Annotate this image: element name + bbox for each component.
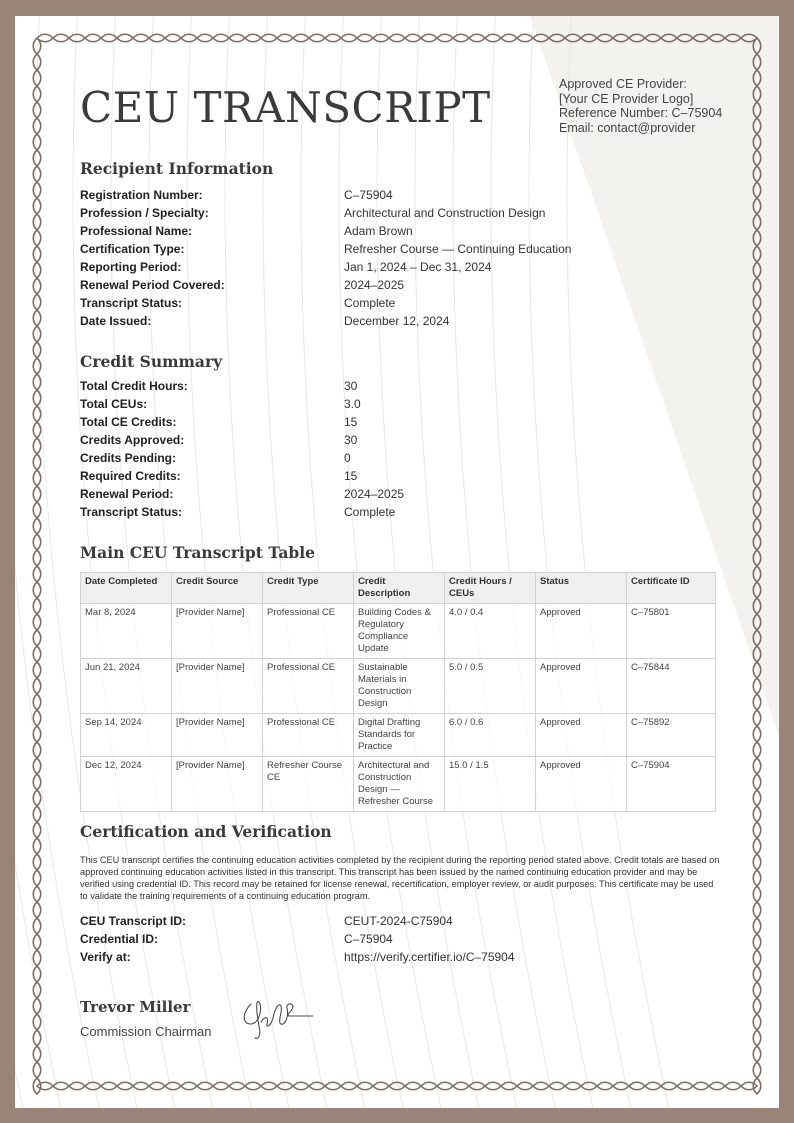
table-cell: 6.0 / 0.6 (445, 714, 536, 757)
table-cell: Professional CE (263, 714, 354, 757)
table-cell: 15.0 / 1.5 (445, 757, 536, 812)
column-header: Certificate ID (627, 573, 716, 604)
verify-link[interactable]: https://verify.certifier.io/C–75904 (344, 950, 515, 964)
info-row (80, 294, 720, 312)
table-cell: Refresher Course CE (263, 757, 354, 812)
column-header: Credit Type (263, 573, 354, 604)
table-cell: [Provider Name] (172, 604, 263, 659)
summary-label: Transcript Status: (80, 505, 183, 519)
credit-summary-list (80, 377, 720, 521)
summary-row (80, 485, 720, 503)
signatory-name: Trevor Miller (80, 998, 191, 1016)
summary-value: 30 (344, 379, 358, 393)
table-cell: Professional CE (263, 659, 354, 714)
summary-row (80, 377, 720, 395)
verification-heading: Certification and Verification (80, 822, 332, 841)
verification-label: CEU Transcript ID: (80, 914, 187, 928)
summary-label: Total Credit Hours: (80, 379, 188, 393)
summary-label: Credits Approved: (80, 433, 185, 447)
table-cell: 5.0 / 0.5 (445, 659, 536, 714)
table-cell: C–75904 (627, 757, 716, 812)
info-row (80, 240, 720, 258)
provider-line: Approved CE Provider: (559, 77, 687, 91)
table-cell: [Provider Name] (172, 757, 263, 812)
info-label: Renewal Period Covered: (80, 278, 225, 292)
credential-id-value: C–75904 (344, 932, 393, 946)
certification-paragraph: This CEU transcript certifies the continuing education activities completed by the recipient during the reporting period stated above. Credit totals are based on approved continuing education activities listed in this transcript. This transcript has been issued by the named continuing education provider and may be verified using credential ID. This record may be retained for license renewal, recertification, employer review, or audit purposes. This certificate may be used to validate the training requirements of a continuing education program. (80, 855, 720, 901)
table-cell: [Provider Name] (172, 659, 263, 714)
provider-email: Email: contact@provider (559, 120, 696, 135)
table-cell: Sep 14, 2024 (81, 714, 172, 757)
page-title: CEU TRANSCRIPT (80, 83, 491, 132)
table-cell: Approved (536, 757, 627, 812)
table-cell: Digital Drafting Standards for Practice (354, 714, 445, 757)
provider-block (559, 77, 722, 135)
recipient-info-list (80, 186, 720, 330)
table-cell: Mar 8, 2024 (81, 604, 172, 659)
certificate-sheet (15, 16, 779, 1108)
handwritten-signature (237, 994, 315, 1042)
transcript-id-value: CEUT-2024-C75904 (344, 914, 453, 928)
summary-row (80, 503, 720, 521)
info-value: Adam Brown (344, 224, 413, 238)
table-cell: 4.0 / 0.4 (445, 604, 536, 659)
summary-value: 30 (344, 433, 358, 447)
column-header: Credit Hours / CEUs (445, 573, 536, 604)
info-label: Reporting Period: (80, 260, 182, 274)
table-cell: Building Codes & Regulatory Compliance Update (354, 604, 445, 659)
table-row (81, 604, 716, 659)
recipient-heading: Recipient Information (80, 159, 274, 178)
table-row (81, 659, 716, 714)
signatory-title: Commission Chairman (80, 1024, 212, 1039)
column-header: Credit Description (354, 573, 445, 604)
table-header-row (81, 573, 716, 604)
table-cell: Jun 21, 2024 (81, 659, 172, 714)
summary-label: Credits Pending: (80, 451, 177, 465)
summary-row (80, 395, 720, 413)
table-cell: Architectural and Construction Design — Refresher Course (354, 757, 445, 812)
summary-row (80, 431, 720, 449)
info-row (80, 204, 720, 222)
info-value: C–75904 (344, 188, 393, 202)
summary-row (80, 413, 720, 431)
reference-number: Reference Number: C–75904 (559, 106, 723, 120)
summary-label: Total CE Credits: (80, 415, 177, 429)
verification-label: Credential ID: (80, 932, 159, 946)
info-label: Professional Name: (80, 224, 193, 238)
verification-row (80, 930, 720, 948)
info-value: Jan 1, 2024 – Dec 31, 2024 (344, 260, 492, 274)
transcript-table-heading: Main CEU Transcript Table (80, 543, 315, 562)
column-header: Status (536, 573, 627, 604)
summary-value: 0 (344, 451, 351, 465)
summary-label: Renewal Period: (80, 487, 174, 501)
info-row (80, 276, 720, 294)
summary-row (80, 449, 720, 467)
table-cell: [Provider Name] (172, 714, 263, 757)
table-cell: Professional CE (263, 604, 354, 659)
info-value: Refresher Course — Continuing Education (344, 242, 572, 256)
info-value: Architectural and Construction Design (344, 206, 546, 220)
info-label: Profession / Specialty: (80, 206, 209, 220)
summary-value: 15 (344, 415, 358, 429)
info-row (80, 222, 720, 240)
table-cell: C–75844 (627, 659, 716, 714)
summary-label: Required Credits: (80, 469, 181, 483)
summary-label: Total CEUs: (80, 397, 148, 411)
info-value: 2024–2025 (344, 278, 405, 292)
verification-list (80, 912, 720, 966)
summary-row (80, 467, 720, 485)
info-row (80, 312, 720, 330)
info-row (80, 186, 720, 204)
column-header: Date Completed (81, 573, 172, 604)
column-header: Credit Source (172, 573, 263, 604)
verification-row (80, 948, 720, 966)
credit-summary-heading: Credit Summary (80, 352, 223, 371)
table-cell: Dec 12, 2024 (81, 757, 172, 812)
table-cell: Approved (536, 659, 627, 714)
info-label: Transcript Status: (80, 296, 183, 310)
info-value: December 12, 2024 (344, 314, 450, 328)
table-row (81, 757, 716, 812)
table-cell: Approved (536, 604, 627, 659)
summary-value: 2024–2025 (344, 487, 405, 501)
verification-row (80, 912, 720, 930)
summary-value: Complete (344, 505, 396, 519)
summary-value: 15 (344, 469, 358, 483)
info-label: Date Issued: (80, 314, 152, 328)
table-cell: C–75801 (627, 604, 716, 659)
info-row (80, 258, 720, 276)
provider-logo-placeholder: [Your CE Provider Logo] (559, 91, 694, 106)
summary-value: 3.0 (344, 397, 361, 411)
verification-label: Verify at: (80, 950, 131, 964)
table-row (81, 714, 716, 757)
info-label: Registration Number: (80, 188, 203, 202)
certificate-content (15, 16, 779, 1108)
info-label: Certification Type: (80, 242, 185, 256)
info-value: Complete (344, 296, 396, 310)
table-cell: Sustainable Materials in Construction Design (354, 659, 445, 714)
table-cell: C–75892 (627, 714, 716, 757)
table-cell: Approved (536, 714, 627, 757)
ceu-transcript-table (80, 572, 716, 812)
